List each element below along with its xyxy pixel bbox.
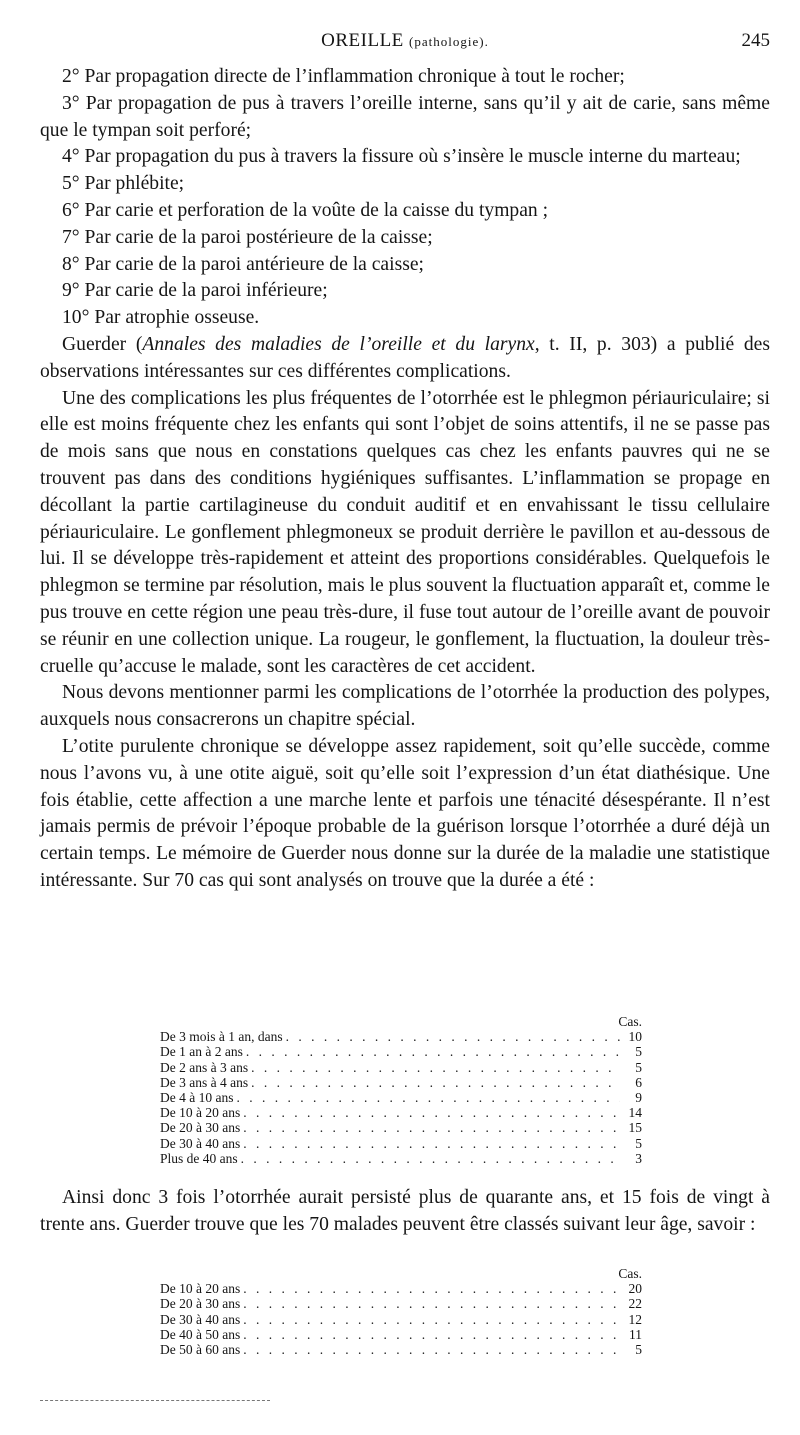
table-row xyxy=(160,1342,642,1357)
row-label: De 20 à 30 ans xyxy=(160,1120,241,1136)
dot-leader xyxy=(240,1296,620,1311)
dot-leader xyxy=(240,1120,620,1135)
guerder-journal-title: Annales des maladies de l’oreille et du larynx xyxy=(142,333,535,355)
guerder-after: , t. II, p. 303) a publié des observations intéressantes sur ces différentes complications. xyxy=(40,333,770,382)
row-label: De 3 ans à 4 ans xyxy=(160,1074,249,1090)
running-title xyxy=(40,30,770,52)
table-row xyxy=(160,1296,642,1311)
dot-leader xyxy=(233,1090,620,1105)
row-label: De 1 an à 2 ans xyxy=(160,1044,243,1060)
table-row xyxy=(160,1060,642,1075)
row-value: 15 xyxy=(628,1120,642,1136)
row-value: 20 xyxy=(628,1281,642,1297)
row-label: De 20 à 30 ans xyxy=(160,1296,241,1312)
row-value: 10 xyxy=(628,1029,642,1045)
row-label: De 30 à 40 ans xyxy=(160,1311,241,1327)
row-value: 6 xyxy=(635,1074,642,1090)
row-value: 5 xyxy=(635,1044,642,1060)
row-value: 5 xyxy=(635,1342,642,1358)
dot-leader xyxy=(240,1312,620,1327)
row-label: De 4 à 10 ans xyxy=(160,1090,234,1106)
table-row xyxy=(160,1044,642,1059)
dot-leader xyxy=(243,1044,620,1059)
running-title-sub: (pathologie). xyxy=(409,34,489,49)
row-value: 22 xyxy=(628,1296,642,1312)
polypes-paragraph: Nous devons mentionner parmi les complications de l’otorrhée la production des polypes, auxquels nous consacrerons un chapitre spécial. xyxy=(40,682,770,731)
list-item: 10° Par atrophie osseuse. xyxy=(62,307,260,329)
guerder-before: Guerder ( xyxy=(62,333,143,355)
running-header xyxy=(40,30,770,56)
table-row xyxy=(160,1151,642,1166)
dot-leader xyxy=(240,1327,620,1342)
row-value: 12 xyxy=(628,1311,642,1327)
dot-leader xyxy=(248,1060,620,1075)
dot-leader xyxy=(240,1105,620,1120)
running-title-main: OREILLE xyxy=(321,30,404,51)
dot-leader xyxy=(240,1136,620,1151)
main-text-bottom xyxy=(40,1185,770,1239)
footer-rule xyxy=(40,1400,270,1401)
row-label: De 2 ans à 3 ans xyxy=(160,1059,249,1075)
list-item: 6° Par carie et perforation de la voûte de la caisse du tympan ; xyxy=(62,199,549,221)
row-label: De 40 à 50 ans xyxy=(160,1326,241,1342)
row-value: 5 xyxy=(635,1059,642,1075)
guerder-paragraph xyxy=(40,332,770,386)
age-table xyxy=(160,1266,642,1357)
row-label: De 3 mois à 1 an, dans xyxy=(160,1029,283,1045)
row-label: De 50 à 60 ans xyxy=(160,1342,241,1358)
row-label: De 10 à 20 ans xyxy=(160,1105,241,1121)
table-row xyxy=(160,1120,642,1135)
otite-paragraph: L’otite purulente chronique se développe assez rapidement, soit qu’elle succède, comme nous l’avons vu, à une otite aiguë, soit qu’elle soit l’expression d’un état diathésique. Une fois établie, cette affection a une marche lente et parfois une ténacité désespérante. Il n’est jamais permis de prévoir l’époque probable de la guérison lorsque l’otorrhée a duré déjà un certain temps. Le mémoire de Guerder nous donne sur la durée de la maladie une statistique intéressante. Sur 70 cas qui sont analysés on trouve que la durée a été : xyxy=(40,735,770,891)
table-row xyxy=(160,1327,642,1342)
ainsi-paragraph: Ainsi donc 3 fois l’otorrhée aurait persisté plus de quarante ans, et 15 fois de vingt à trente ans. Guerder trouve que les 70 malades peuvent être classés suivant leur âge, savoir : xyxy=(40,1187,770,1235)
phlegmon-paragraph: Une des complications les plus fréquentes de l’otorrhée est le phlegmon périauriculaire; si elle est moins fréquente chez les enfants qui sont l’objet de soins attentifs, il ne se passe pas de mois sans que nous en constations quelques cas chez les enfants pauvres qui ne se trouvent pas dans des conditions hygiéniques suffisantes. L’inflammation se propage en décollant la partie cartilagineuse du conduit auditif et en envahissant le tissu cellulaire périauriculaire. Le gonflement phlegmoneux se produit derrière le pavillon et au-dessous de lui. Il se développe très-rapidement et atteint des proportions considérables. Quelquefois le phlegmon se termine par résolution, mais le plus souvent la fluctuation apparaît et, comme le pus trouve en cette région une peau très-dure, il fuse tout autour de l’oreille avant de pouvoir se réunir en une collection unique. La rougeur, le gonflement, la fluctuation, la douleur très-cruelle qu’accuse le malade, sont les caractères de cet accident. xyxy=(40,387,770,677)
age-table-header: Cas. xyxy=(618,1266,642,1281)
dot-leader xyxy=(240,1281,620,1296)
list-item: 9° Par carie de la paroi inférieure; xyxy=(62,280,328,302)
duration-table-header: Cas. xyxy=(618,1014,642,1029)
main-text-top xyxy=(40,64,770,895)
list-item: 4° Par propagation du pus à travers la fissure où s’insère le muscle interne du marteau; xyxy=(62,146,741,168)
duration-table xyxy=(160,1014,642,1166)
list-item: 2° Par propagation directe de l’inflammation chronique à tout le rocher; xyxy=(62,66,625,87)
dot-leader xyxy=(238,1151,620,1166)
table-row xyxy=(160,1075,642,1090)
list-item: 7° Par carie de la paroi postérieure de la caisse; xyxy=(62,226,433,248)
row-value: 9 xyxy=(635,1090,642,1106)
table-row xyxy=(160,1281,642,1296)
list-item: 8° Par carie de la paroi antérieure de la caisse; xyxy=(62,253,424,275)
list-item: 5° Par phlébite; xyxy=(62,173,185,195)
dot-leader xyxy=(248,1075,620,1090)
row-value: 14 xyxy=(628,1105,642,1121)
row-value: 5 xyxy=(635,1135,642,1151)
row-value: 11 xyxy=(629,1326,642,1342)
table-row xyxy=(160,1136,642,1151)
table-row xyxy=(160,1105,642,1120)
page-number: 245 xyxy=(741,30,770,51)
table-row xyxy=(160,1090,642,1105)
row-label: Plus de 40 ans xyxy=(160,1150,238,1166)
row-value: 3 xyxy=(635,1150,642,1166)
row-label: De 10 à 20 ans xyxy=(160,1281,241,1297)
dot-leader xyxy=(283,1029,620,1044)
dot-leader xyxy=(240,1342,620,1357)
row-label: De 30 à 40 ans xyxy=(160,1135,241,1151)
table-row xyxy=(160,1312,642,1327)
list-item: 3° Par propagation de pus à travers l’oreille interne, sans qu’il y ait de carie, sans même que le tympan soit perforé; xyxy=(40,92,770,141)
table-row xyxy=(160,1029,642,1044)
